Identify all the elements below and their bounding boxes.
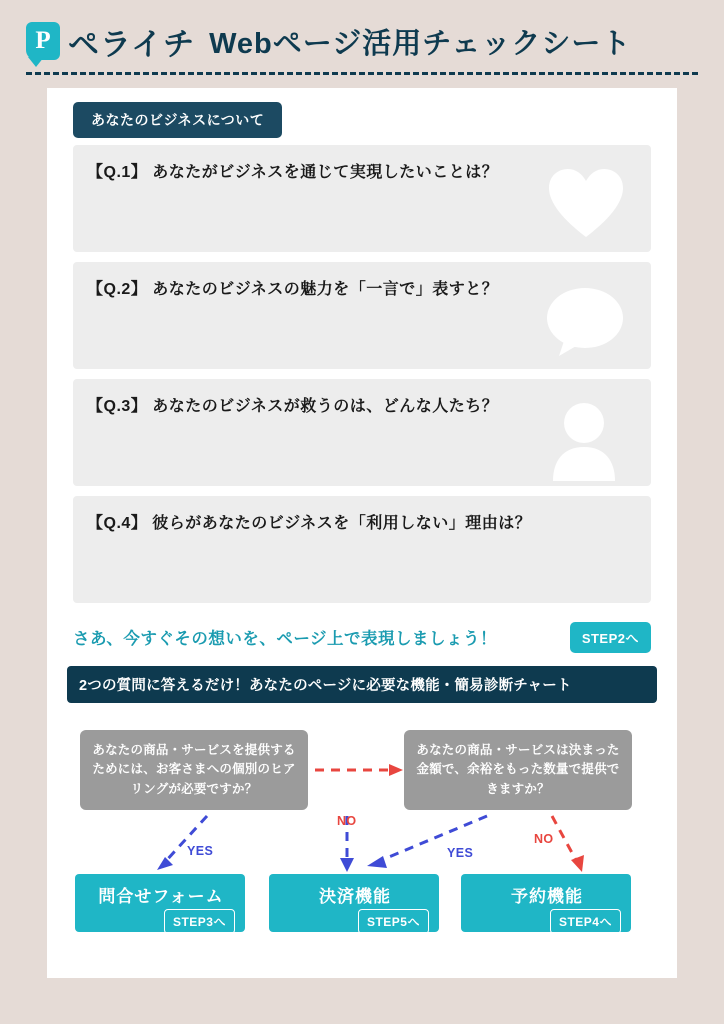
header-divider — [26, 72, 698, 75]
logo-text: ペライチ — [68, 26, 196, 62]
flow-question-left: あなたの商品・サービスを提供するためには、お客さまへの個別のヒアリングが必要ですか？ — [80, 730, 308, 810]
question-body-2: あなたのビジネスの魅力を「一言で」表すと？ — [152, 281, 499, 298]
edge-label-no-down: NO — [534, 832, 554, 846]
question-box-1[interactable] — [73, 145, 651, 252]
question-body-1: あなたがビジネスを通じて実現したいことは？ — [152, 164, 499, 181]
speech-bubble-icon — [545, 286, 625, 363]
cta-row — [73, 620, 651, 654]
question-text-1 — [87, 159, 498, 182]
cta-text: さあ、今すぐその想いを、ページ上で表現しましょう！ — [73, 630, 498, 648]
page-header — [26, 12, 698, 70]
question-text-3 — [87, 393, 498, 416]
question-box-4[interactable] — [73, 496, 651, 603]
edge-label-no-right: NO — [337, 814, 357, 828]
result-title-2: 決済機能 — [319, 887, 391, 906]
diagnosis-flowchart — [47, 704, 677, 974]
flow-question-right: あなたの商品・サービスは決まった金額で、余裕をもった数量で提供できますか？ — [404, 730, 632, 810]
heart-icon — [547, 167, 625, 244]
question-label-4: 【Q.4】 — [87, 515, 148, 532]
question-body-4: 彼らがあなたのビジネスを「利用しない」理由は？ — [152, 515, 532, 532]
result-title-3: 予約機能 — [511, 887, 583, 906]
page-title: Webページ活用チェックシート — [209, 27, 632, 60]
result-step-2[interactable]: STEP5へ — [358, 909, 429, 934]
question-label-2: 【Q.2】 — [87, 281, 148, 298]
question-text-4 — [87, 510, 531, 533]
content-card — [47, 88, 677, 978]
peraichi-pin-icon — [26, 22, 60, 60]
question-box-2[interactable] — [73, 262, 651, 369]
result-step-3[interactable]: STEP4へ — [550, 909, 621, 934]
question-label-3: 【Q.3】 — [87, 398, 148, 415]
section-tab: あなたのビジネスについて — [73, 102, 282, 138]
question-body-3: あなたのビジネスが救うのは、どんな人たち？ — [152, 398, 499, 415]
chart-band-title: 2つの質問に答えるだけ！あなたのページに必要な機能・簡易診断チャート — [67, 666, 657, 703]
result-payment[interactable] — [269, 874, 439, 932]
result-contact-form[interactable] — [75, 874, 245, 932]
result-reservation[interactable] — [461, 874, 631, 932]
edge-label-yes-left: YES — [187, 844, 214, 858]
result-step-1[interactable]: STEP3へ — [164, 909, 235, 934]
result-title-1: 問合せフォーム — [98, 887, 224, 906]
person-icon — [547, 401, 621, 486]
step2-button[interactable]: STEP2へ — [570, 622, 651, 653]
question-box-3[interactable] — [73, 379, 651, 486]
question-text-2 — [87, 276, 498, 299]
edge-label-yes-right: YES — [447, 846, 474, 860]
question-label-1: 【Q.1】 — [87, 164, 148, 181]
